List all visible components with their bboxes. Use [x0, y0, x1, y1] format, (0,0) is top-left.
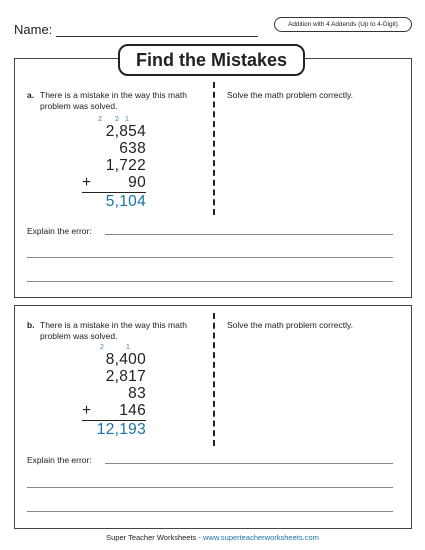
problem-a-explain-label: Explain the error: — [27, 226, 92, 236]
addend-row: 638 — [119, 140, 146, 157]
problem-a-letter: a. — [27, 90, 35, 100]
problem-a-carry: 2 — [115, 116, 119, 123]
addend-row: 2,854 — [105, 123, 146, 140]
problem-a-answer: 5,104 — [105, 193, 146, 210]
name-line[interactable] — [56, 36, 258, 37]
addend-row: 83 — [128, 385, 146, 402]
explain-line[interactable] — [27, 281, 393, 282]
problem-a-addends — [56, 123, 146, 191]
problem-b-letter: b. — [27, 320, 35, 330]
problem-b-prompt: There is a mistake in the way this math problem was solved. — [40, 320, 187, 341]
addend-row: 2,817 — [105, 368, 146, 385]
footer-separator: - — [196, 533, 203, 542]
problem-b-addends — [56, 351, 146, 419]
footer-brand: Super Teacher Worksheets — [106, 533, 197, 542]
plus-sign: + — [82, 402, 92, 419]
problem-b-answer: 12,193 — [96, 421, 146, 438]
problem-a-carry: 1 — [125, 116, 129, 123]
page-title: Find the Mistakes — [118, 44, 305, 76]
addend-row: 90 — [128, 174, 146, 191]
problem-b-divider — [213, 313, 215, 446]
problem-a-prompt: There is a mistake in the way this math problem was solved. — [40, 90, 187, 111]
problem-b-carry: 2 — [100, 344, 104, 351]
topic-badge: Addition with 4 Addends (Up to 4-Digit) — [274, 17, 412, 32]
problem-b-solve-label: Solve the math problem correctly. — [227, 320, 353, 330]
problem-a-divider — [213, 82, 215, 215]
addend-row: 146 — [119, 402, 146, 419]
footer-url-link[interactable]: www.superteacherworksheets.com — [202, 533, 319, 542]
problem-a-solve-label: Solve the math problem correctly. — [227, 90, 353, 100]
name-label: Name: — [14, 22, 53, 37]
addend-row: 8,400 — [105, 351, 146, 368]
explain-line[interactable] — [105, 463, 393, 464]
footer — [0, 533, 425, 542]
explain-line[interactable] — [27, 511, 393, 512]
explain-line[interactable] — [105, 234, 393, 235]
problem-b-carry: 1 — [126, 344, 130, 351]
explain-line[interactable] — [27, 487, 393, 488]
problem-b-explain-label: Explain the error: — [27, 455, 92, 465]
explain-line[interactable] — [27, 257, 393, 258]
addend-row: 1,722 — [105, 157, 146, 174]
problem-a-carry: 2 — [98, 116, 102, 123]
plus-sign: + — [82, 174, 92, 191]
